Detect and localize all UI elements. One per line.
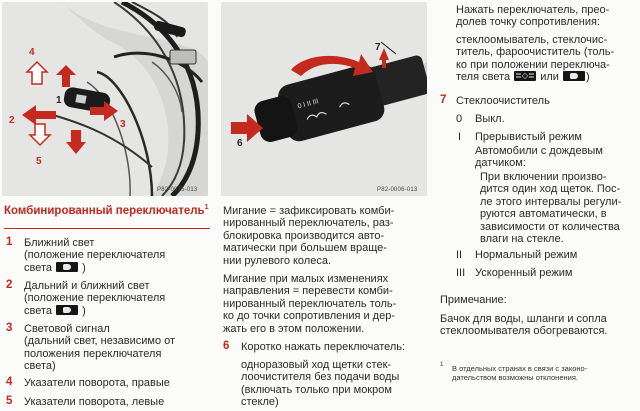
wiper-lever-illustration xyxy=(221,2,427,196)
mode-3-label: Ускоренный режим xyxy=(475,267,573,279)
steering-column-figure xyxy=(2,2,208,196)
mode-2-roman: II xyxy=(456,249,463,261)
item-4-text: Указатели поворота, правые xyxy=(24,377,170,389)
item-1-number: 1 xyxy=(6,236,13,248)
figure-label-6: 6 xyxy=(237,138,243,149)
note-body: Бачок для воды, шланги и сопла стеклоомывателя обогреваются. xyxy=(440,313,608,338)
wiper-switch-figure xyxy=(221,2,427,196)
rain-sensor-heading: Автомобили с дождевым датчиком: xyxy=(475,145,603,170)
figure-label-1: 1 xyxy=(56,95,62,106)
rain-sensor-body: При включении произво- дится один ход щеток. Пос- ле этого интервалы регули- руются автоматически, в зависимости от количества влаги на стекле. xyxy=(480,171,622,246)
mode-1-roman: I xyxy=(458,131,462,143)
svg-text:0 I II III: 0 I II III xyxy=(296,98,320,111)
steering-wheel-illustration xyxy=(2,2,208,196)
figure-label-7: 7 xyxy=(375,42,381,53)
footnote-text: В отдельных странах в связи с законо- дательством возможны отклонения. xyxy=(452,364,588,382)
figure-label-5: 5 xyxy=(36,156,42,167)
item-6-body: одноразовый ход щетки стек- лоочистителя без подачи воды (включать только при мокром стекле) xyxy=(241,359,400,409)
item-7-number: 7 xyxy=(440,94,447,106)
item-3-text: Световой сигнал (дальний свет, независимо от положения переключателя света) xyxy=(24,323,176,373)
figure-label-4: 4 xyxy=(29,47,35,58)
note-heading: Примечание: xyxy=(440,294,507,306)
item-5-text: Указатели поворота, левые xyxy=(24,396,165,408)
fog-light-icon xyxy=(514,71,536,81)
item-3-number: 3 xyxy=(6,322,13,334)
lowbeam-icon-3 xyxy=(563,71,585,81)
item-2-number: 2 xyxy=(6,279,13,291)
footnote-mark: 1 xyxy=(440,362,444,368)
lowbeam-icon xyxy=(56,262,78,272)
para-blinking-fixed: Мигание = зафиксировать комби- нированный переключатель, раз- блокировка производится авто- матически при большем враще- нии рулевого колеса. xyxy=(223,205,395,267)
mode-0-roman: 0 xyxy=(456,113,463,125)
item-6-number: 6 xyxy=(223,340,230,352)
para-blinking-small: Мигание при малых изменениях направления = перевести комби- нированный переключатель толь- ко до точки сопротивления и дер- жать его в этом положении. xyxy=(223,273,397,335)
mode-3-roman: III xyxy=(456,267,466,279)
washer-text: стеклоомыватель, стеклочис- титель, фароочиститель (толь- ко при положении переключа- теля света ≣◇≣ или ) xyxy=(456,34,614,84)
section-title: Комбинированный переключатель$^1$ xyxy=(4,204,209,217)
figure-code-right: P82-0006-013 xyxy=(377,187,418,193)
item-4-number: 4 xyxy=(6,376,13,388)
figure-label-3: 3 xyxy=(120,119,126,130)
lowbeam-icon-2 xyxy=(56,305,78,315)
figure-code-left: P82-0075-013 xyxy=(157,187,198,193)
item-6-heading: Коротко нажать переключатель: xyxy=(241,341,406,353)
mode-2-label: Нормальный режим xyxy=(475,249,578,261)
mode-1-label: Прерывистый режим xyxy=(475,131,582,143)
item-2-text: Дальний и ближний свет (положение переключателя света ) xyxy=(24,280,166,317)
mode-0-label: Выкл. xyxy=(475,113,505,125)
item-5-number: 5 xyxy=(6,395,13,407)
press-through-text: Нажать переключатель, прео- долев точку сопротивления: xyxy=(456,4,610,29)
item-1-text: Ближний свет (положение переключателя света ) xyxy=(24,237,166,274)
title-rule xyxy=(4,228,210,229)
item-7-heading: Стеклоочиститель xyxy=(456,95,550,107)
figure-label-2: 2 xyxy=(9,115,15,126)
